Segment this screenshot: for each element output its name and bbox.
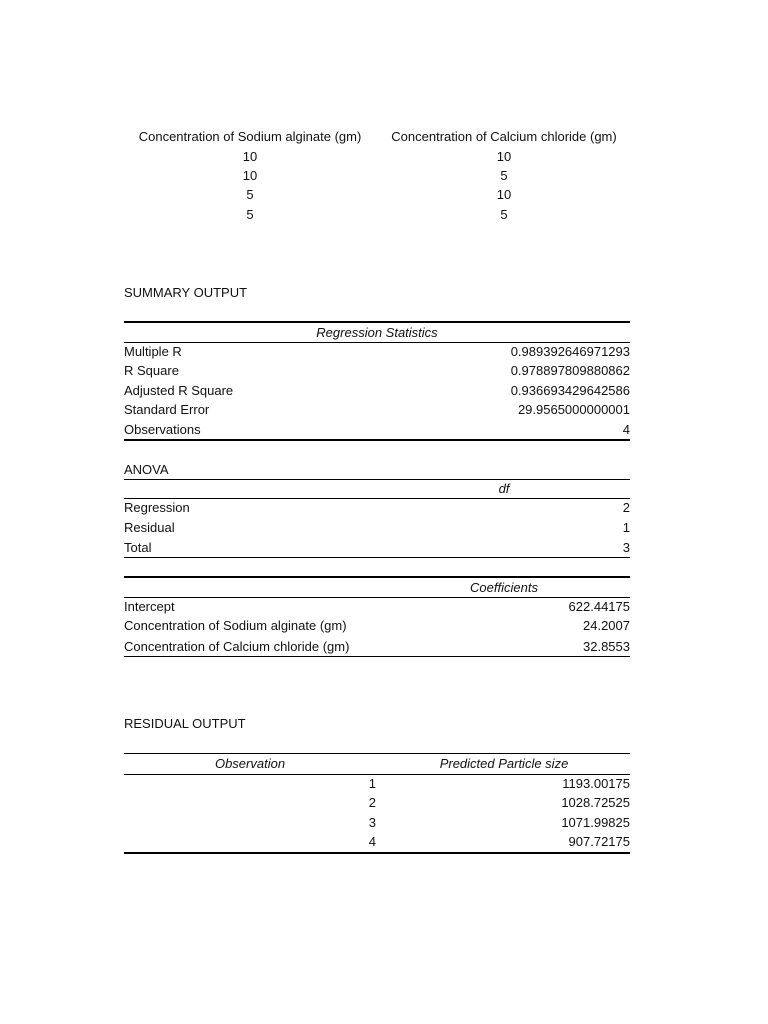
stat-value: 0.978897809880862 bbox=[510, 363, 630, 378]
input-cell: 5 bbox=[246, 187, 254, 202]
input-cell: 10 bbox=[496, 149, 512, 164]
coefficient-value: 24.2007 bbox=[583, 618, 630, 633]
predicted-header: Predicted Particle size bbox=[439, 756, 569, 771]
residual-output-title: RESIDUAL OUTPUT bbox=[124, 716, 246, 731]
input-cell: 5 bbox=[500, 207, 508, 222]
coefficient-value: 622.44175 bbox=[568, 599, 630, 614]
anova-value: 2 bbox=[622, 500, 630, 515]
stat-label: Observations bbox=[124, 422, 201, 437]
table-rule bbox=[124, 656, 630, 657]
input-cell: 10 bbox=[242, 168, 258, 183]
table-rule bbox=[124, 439, 630, 441]
anova-label: Residual bbox=[124, 520, 175, 535]
anova-title: ANOVA bbox=[124, 462, 169, 477]
anova-value: 1 bbox=[622, 520, 630, 535]
stat-value: 0.936693429642586 bbox=[510, 383, 630, 398]
input-cell: 5 bbox=[500, 168, 508, 183]
regression-statistics-header: Regression Statistics bbox=[316, 325, 438, 340]
observation-number: 2 bbox=[368, 795, 376, 810]
predicted-value: 1028.72525 bbox=[561, 795, 630, 810]
anova-df-header: df bbox=[498, 481, 510, 496]
predicted-value: 907.72175 bbox=[568, 834, 630, 849]
table-rule bbox=[124, 852, 630, 854]
header-calcium-chloride: Concentration of Calcium chloride (gm) bbox=[391, 129, 617, 144]
stat-label: Adjusted R Square bbox=[124, 383, 234, 398]
coefficient-value: 32.8553 bbox=[583, 639, 630, 654]
input-cell: 10 bbox=[496, 187, 512, 202]
coefficient-label: Intercept bbox=[124, 599, 175, 614]
observation-number: 3 bbox=[368, 815, 376, 830]
coefficient-label: Concentration of Sodium alginate (gm) bbox=[124, 618, 347, 633]
observation-number: 4 bbox=[368, 834, 376, 849]
coefficients-header: Coefficients bbox=[470, 580, 538, 595]
anova-value: 3 bbox=[622, 540, 630, 555]
stat-value: 0.989392646971293 bbox=[510, 344, 630, 359]
stat-label: R Square bbox=[124, 363, 179, 378]
stat-label: Standard Error bbox=[124, 402, 210, 417]
summary-output-title: SUMMARY OUTPUT bbox=[124, 285, 248, 300]
observation-number: 1 bbox=[368, 776, 376, 791]
input-cell: 10 bbox=[242, 149, 258, 164]
stat-value: 29.9565000000001 bbox=[517, 402, 630, 417]
anova-label: Regression bbox=[124, 500, 190, 515]
predicted-value: 1071.99825 bbox=[561, 815, 630, 830]
header-sodium-alginate: Concentration of Sodium alginate (gm) bbox=[138, 129, 362, 144]
input-cell: 5 bbox=[246, 207, 254, 222]
stat-value: 4 bbox=[622, 422, 630, 437]
predicted-value: 1193.00175 bbox=[562, 776, 630, 791]
table-rule bbox=[124, 557, 630, 558]
observation-header: Observation bbox=[214, 756, 286, 771]
coefficient-label: Concentration of Calcium chloride (gm) bbox=[124, 639, 350, 654]
anova-label: Total bbox=[124, 540, 152, 555]
stat-label: Multiple R bbox=[124, 344, 182, 359]
